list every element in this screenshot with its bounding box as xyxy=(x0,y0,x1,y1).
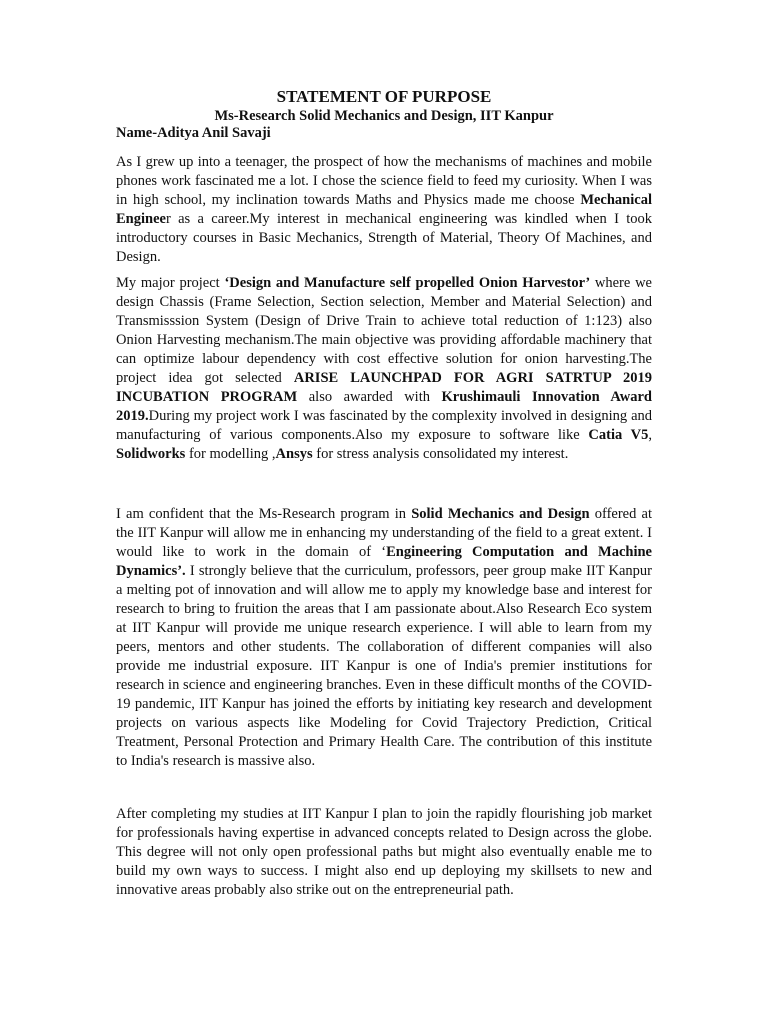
bold-run: Engineering Computation and Machine Dynamics’. xyxy=(116,544,652,579)
text-run: As I grew up into a teenager, the prospect of how the mechanisms of machines and mobile phones work fascinated me a lot. I chose the science field to feed my curiosity. When I was in high school, my inclination towards Maths and Physics made me choose xyxy=(116,154,652,208)
text-run: also awarded with xyxy=(297,389,442,405)
bold-run: ARISE LAUNCHPAD FOR AGRI SATRTUP 2019 INCUBATION PROGRAM xyxy=(116,370,652,405)
bold-run: Solidworks xyxy=(116,446,186,462)
paragraph-major-project xyxy=(116,274,652,464)
bold-run: ‘Design and Manufacture self propelled Onion Harvestor’ xyxy=(224,275,591,291)
author-name: Name-Aditya Anil Savaji xyxy=(116,125,271,141)
text-run: for modelling , xyxy=(185,446,276,462)
document-subtitle: Ms-Research Solid Mechanics and Design, IIT Kanpur xyxy=(214,108,554,124)
text-run: My major project xyxy=(116,275,225,291)
text-run: I strongly believe that the curriculum, professors, peer group make IIT Kanpur a melting pot of innovation and will allow me to apply my knowledge base and interest for research to bring to fruition the areas that I am passionate about.Also Research Eco system at IIT Kanpur will provide me unique research experience. I will able to learn from my peers, mentors and other students. The collaboration of different companies will also provide me industrial exposure. IIT Kanpur is one of India's premier institutions for research in science and engineering branches. Even in these difficult months of the COVID-19 pandemic, IIT Kanpur has joined the efforts by initiating key research and development projects on various aspects like Modeling for Covid Trajectory Prediction, Critical Treatment, Personal Protection and Primary Health Care. The contribution of this institute to India's research is massive also. xyxy=(116,563,652,769)
text-run: During my project work I was fascinated by the complexity involved in designing and manufacturing of various components.Also my exposure to software like xyxy=(116,408,652,443)
paragraph-future-plans xyxy=(116,805,652,900)
text-run: After completing my studies at IIT Kanpur I plan to join the rapidly flourishing job market for professionals having expertise in advanced concepts related to Design across the globe. This degree will not only open professional paths but might also eventually enable me to build my own ways to success. I might also end up deploying my skillsets to new and innovative areas probably also strike out on the entrepreneurial path. xyxy=(116,806,652,898)
bold-run: Catia V5 xyxy=(588,427,649,443)
bold-run: Solid Mechanics and Design xyxy=(411,506,590,522)
paragraph-program-fit xyxy=(116,505,652,771)
paragraph-childhood-interest xyxy=(116,153,652,267)
document-title: STATEMENT OF PURPOSE xyxy=(276,87,492,106)
text-run: where we design Chassis (Frame Selection, Section selection, Member and Material Selection) and Transmisssion System (Design of Drive Train to achieve total reduction of 1:123) also Onion Harvesting mechanism.The main objective was providing affordable machinery that can optimize labour dependency with cost effective solution for onion harvesting.The project idea got selected xyxy=(116,275,652,386)
text-run: , xyxy=(648,427,653,443)
text-run: offered at the IIT Kanpur will allow me in enhancing my understanding of the field to a great extent. I would like to work in the domain of ‘ xyxy=(116,506,653,560)
bold-run: Krushimauli Innovation Award 2019. xyxy=(116,389,652,424)
bold-run: Ansys xyxy=(275,446,313,462)
text-run: r as a career.My interest in mechanical engineering was kindled when I took introductory courses in Basic Mechanics, Strength of Material, Theory Of Machines, and Design. xyxy=(116,211,652,265)
bold-run: Mechanical Enginee xyxy=(116,192,652,227)
text-run: for stress analysis consolidated my interest. xyxy=(312,446,569,462)
text-run: I am confident that the Ms-Research program in xyxy=(116,506,412,522)
